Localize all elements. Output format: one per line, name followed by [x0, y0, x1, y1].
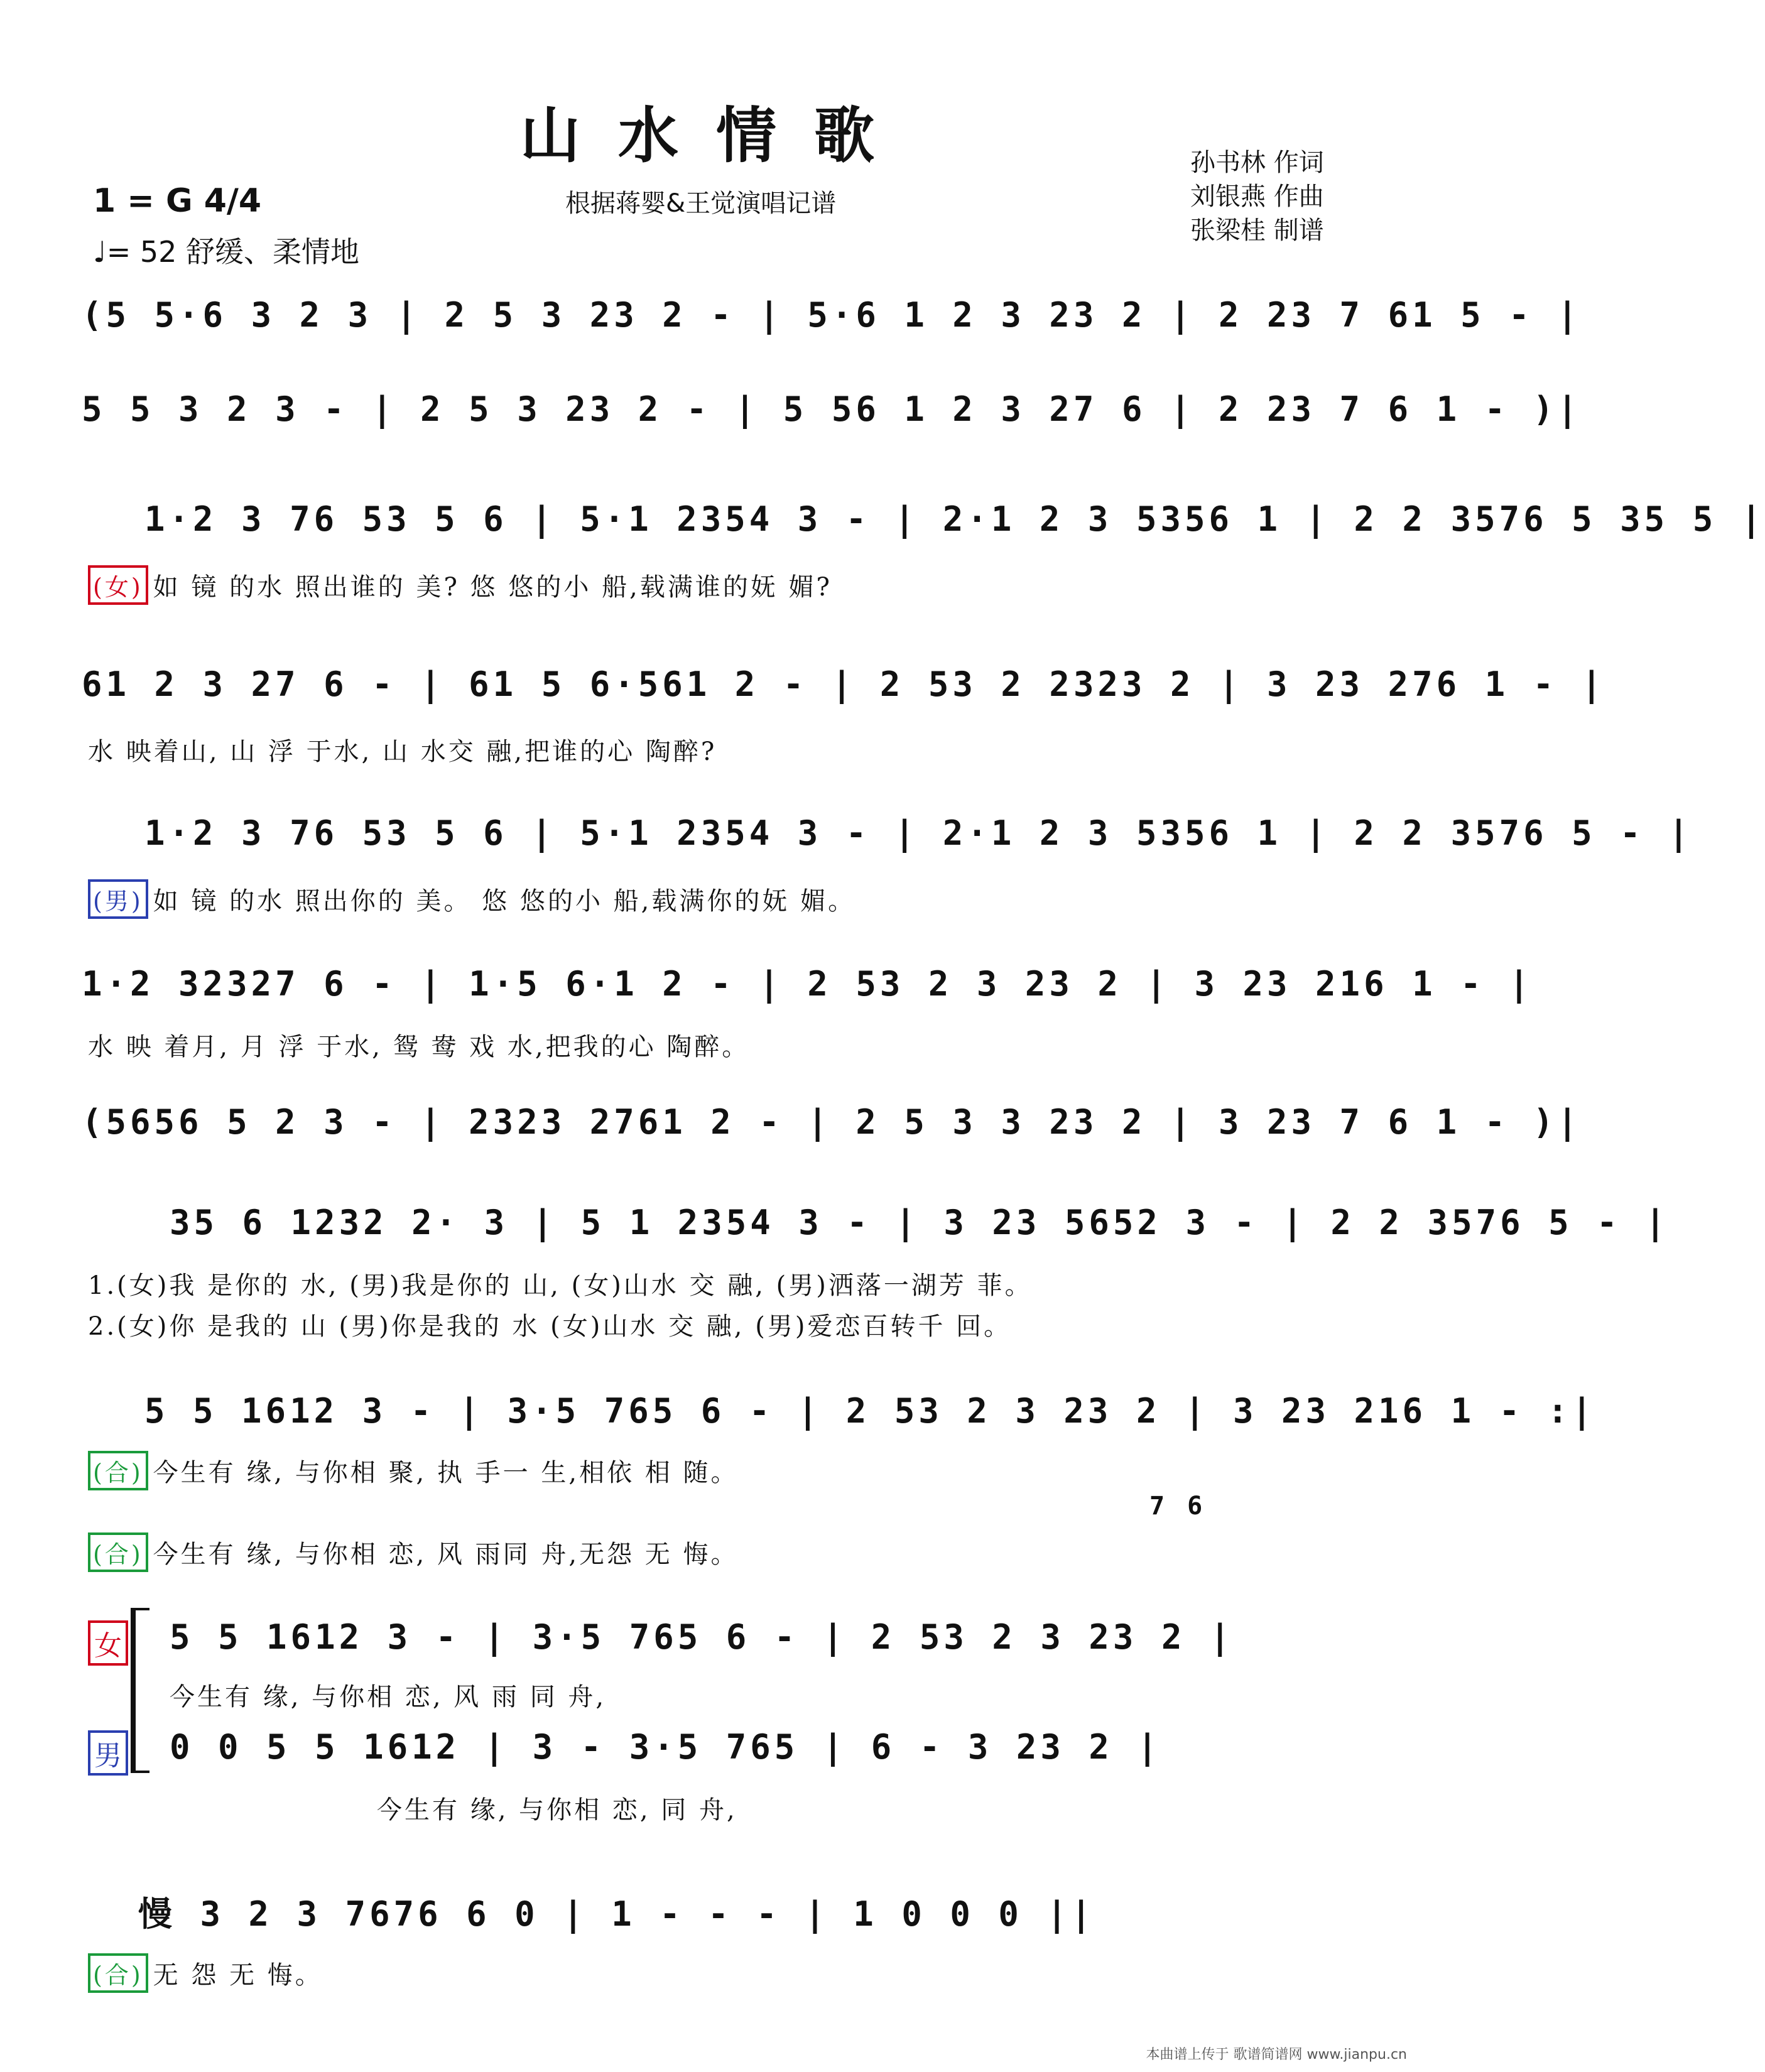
lyric-line-8b: 2.(女)你 是我的 山 (男)你是我的 水 (女)山水 交 融, (男)爱恋百转千 回。 — [88, 1312, 1012, 1341]
key-signature: 1 = G 4/4 — [93, 182, 262, 220]
music-line-6: 1·2 32327 6 - | 1·5 6·1 2 - | 2 53 2 3 23 2 | 3 23 216 1 - | — [82, 964, 1533, 1004]
male-tag: (男) — [88, 879, 148, 919]
lyric-line-3 — [88, 565, 832, 605]
female-tag: (女) — [88, 565, 148, 605]
alt-notes: 7 6 — [1149, 1492, 1207, 1521]
music-line-7: (5656 5 2 3 - | 2323 2761 2 - | 2 5 3 3 23 2 | 3 23 7 6 1 - )| — [82, 1102, 1582, 1142]
music-line-8: 35 6 1232 2· 3 | 5 1 2354 3 - | 3 23 5652 3 - | 2 2 3576 5 - | — [170, 1203, 1670, 1242]
credit-lyricist: 孙书林 作词 — [1190, 148, 1324, 177]
music-line-1: (5 5·6 3 2 3 | 2 5 3 23 2 - | 5·6 1 2 3 23 2 | 2 23 7 61 5 - | — [82, 295, 1582, 335]
source-note: 根据蒋婴&王觉演唱记谱 — [565, 189, 837, 218]
lyric-line-end — [88, 1953, 323, 1993]
female-music: 5 5 1612 3 - | 3·5 765 6 - | 2 53 2 3 23 2 | — [170, 1617, 1234, 1657]
music-line-2: 5 5 3 2 3 - | 2 5 3 23 2 - | 5 56 1 2 3 27 6 | 2 23 7 6 1 - )| — [82, 389, 1582, 429]
music-line-4: 61 2 3 27 6 - | 61 5 6·561 2 - | 2 53 2 2323 2 | 3 23 276 1 - | — [82, 664, 1606, 704]
chorus-tag: (合) — [88, 1953, 148, 1993]
chorus-tag: (合) — [88, 1451, 148, 1490]
female-part-label: 女 — [88, 1620, 128, 1666]
chorus-tag: (合) — [88, 1532, 148, 1572]
lyric-line-8a: 1.(女)我 是你的 水, (男)我是你的 山, (女)山水 交 融, (男)洒落一湖芳 菲。 — [88, 1271, 1033, 1300]
lyric-line-5 — [88, 879, 855, 919]
credit-composer: 刘银燕 作曲 — [1190, 182, 1324, 211]
male-music: 0 0 5 5 1612 | 3 - 3·5 765 | 6 - 3 23 2 | — [170, 1727, 1161, 1767]
music-line-end: 慢 3 2 3 7676 6 0 | 1 - - - | 1 0 0 0 || — [138, 1894, 1095, 1934]
lyric-line-9 — [88, 1451, 739, 1490]
credit-arranger: 张梁桂 制谱 — [1190, 216, 1324, 245]
system-bracket — [131, 1608, 149, 1773]
lyric-line-10 — [88, 1532, 739, 1572]
credits — [1190, 146, 1324, 247]
lyric-text: 如 镜 的水 照出谁的 美? 悠 悠的小 船,载满谁的妩 媚? — [153, 573, 832, 602]
male-part-label: 男 — [88, 1730, 128, 1776]
lyric-text: 如 镜 的水 照出你的 美。 悠 悠的小 船,载满你的妩 媚。 — [153, 887, 856, 916]
music-line-5: 1·2 3 76 53 5 6 | 5·1 2354 3 - | 2·1 2 3 5356 1 | 2 2 3576 5 - | — [144, 813, 1693, 853]
lyric-text: 今生有 缘, 与你相 恋, 风 雨同 舟,无怨 无 悔。 — [153, 1540, 739, 1569]
lyric-text: 今生有 缘, 与你相 聚, 执 手一 生,相依 相 随。 — [153, 1458, 739, 1487]
lyric-text: 无 怨 无 悔。 — [153, 1961, 323, 1990]
music-line-9: 5 5 1612 3 - | 3·5 765 6 - | 2 53 2 3 23 2 | 3 23 216 1 - :| — [144, 1391, 1596, 1431]
male-lyrics: 今生有 缘, 与你相 恋, 同 舟, — [377, 1796, 737, 1825]
music-line-3: 1·2 3 76 53 5 6 | 5·1 2354 3 - | 2·1 2 3 5356 1 | 2 2 3576 5 35 5 | — [144, 499, 1765, 539]
lyric-line-6: 水 映 着月, 月 浮 于水, 鸳 鸯 戏 水,把我的心 陶醉。 — [88, 1033, 750, 1061]
lyric-line-4: 水 映着山, 山 浮 于水, 山 水交 融,把谁的心 陶醉? — [88, 737, 717, 766]
tempo-marking: ♩= 52 舒缓、柔情地 — [93, 235, 360, 269]
footer-watermark: 本曲谱上传于 歌谱简谱网 www.jianpu.cn — [1146, 2047, 1407, 2063]
page-title: 山水情歌 — [520, 100, 912, 171]
female-lyrics: 今生有 缘, 与你相 恋, 风 雨 同 舟, — [170, 1683, 607, 1711]
